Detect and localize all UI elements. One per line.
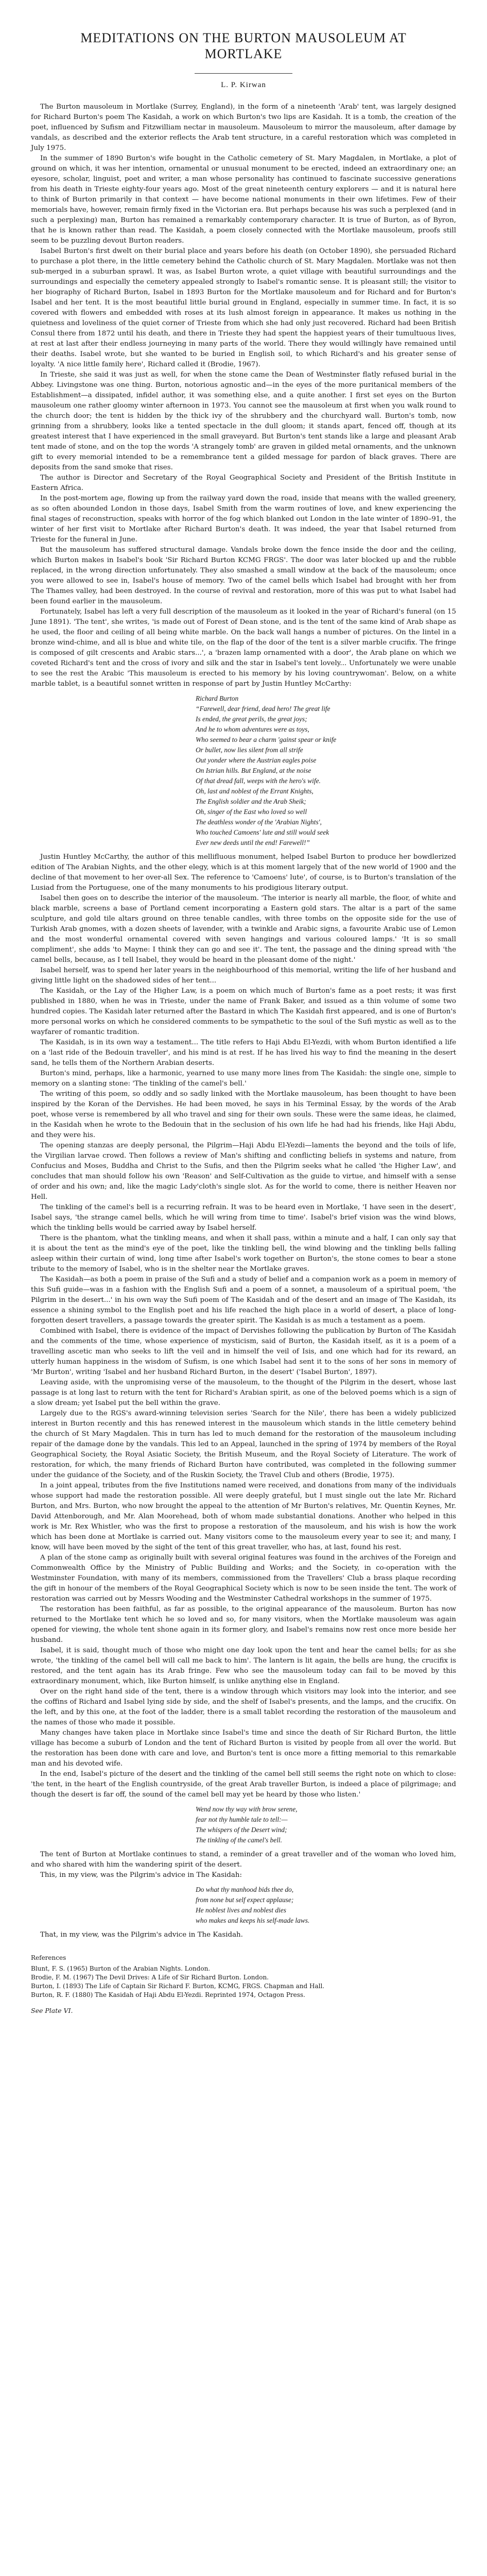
references-heading: References: [31, 1954, 66, 1962]
poem-line: Oh, singer of the East who loved so well: [196, 808, 307, 816]
body-paragraph: Over on the right hand side of the tent, there is a window through which visitors may look into the interior, and see the coffins of Richard and Isabel lying side by side, and the shelf of Isabel's presents, and the lamps, and the crucifix. On the left, and by this one, at the foot of the ladder, there is a small tablet recording the restoration of the mausoleum and the names of those who made it possible.: [31, 1688, 456, 1727]
poem-line: Wend now thy way with brow serene,: [196, 1805, 298, 1814]
body-paragraph: The Burton mausoleum in Mortlake (Surrey, England), in the form of a nineteenth 'Arab' tent, was largely designed for Richard Burton's poem The Kasidah, a work on which Burton's two lips are Kasidah. It is a tomb, the creation of the poet, influenced by Sufism and Fitzwilliam nectar in mausoleum. Mausoleum to mirror the mausoleum, after damage by vandals, as described and the exterior reflects the Arab tent structure, in a careful restoration which was completed in July 1975.: [31, 103, 456, 152]
body-paragraph: Isabel, it is said, thought much of those who might one day look upon the tent and hear the camel bells; for as she wrote, 'the tinkling of the camel bell will call me back to him'. The lantern is lit again, the bells are hung, the crucifix is restored, and the tent again has its Arab fringe. Few who see the mausoleum today can fail to be moved by this extraordinary monument, which, like Burton himself, is unlike anything else in England.: [31, 1647, 456, 1686]
body-paragraph: In the summer of 1890 Burton's wife bought in the Catholic cemetery of St. Mary Magdalen, in Mortlake, a plot of ground on which, it was her intention, ornamental or unusual monument to be erected, indeed an extraordinary one; an eyesore, scholar, linguist, poet and writer, a man whose personality has continued to fascinate successive generations from his death in Trieste eighty-four years ago. Most of the great nineteenth century explorers — and it is natural here to think of Burton primarily in that context — have become national monuments in their own lifetimes. Few of their memorials have, however, remain firmly fixed in the Victorian era. But perhaps because his was such a perplexed (and in such a perplexing) man, Burton has remained a remarkably contemporary character. It is true of Burton, as of Byron, that he is known rather than read. The Kasidah, a poem closely connected with the Mortlake mausoleum, proofs still seem to be puzzling devout Burton readers.: [31, 155, 456, 245]
body-paragraph: But the mausoleum has suffered structural damage. Vandals broke down the fence inside the door and the ceiling, which Burton makes in Isabel's book 'Sir Richard Burton KCMG FRGS'. The door was later blocked up and the rubble replaced, in the wrong direction unfortunately. They also smashed a small window at the back of the mausoleum; once you were allowed to see in, Isabel's house of memory. Two of the camel bells which Isabel had brought with her from The Thames valley, had been destroyed. In the course of revival and restoration, more of this was put to what Isabel had been found earlier in the mausoleum.: [31, 546, 456, 606]
poem-line: fear not thy humble tale to tell:—: [196, 1816, 288, 1824]
body-paragraph: Largely due to the RGS's award-winning television series 'Search for the Nile', there has been a widely publicized interest in Burton recently and this has renewed interest in the mausoleum which stands in the little cemetery behind the church of St Mary Magdalen. This in turn has led to much demand for the restoration of the mausoleum including repair of the damage done by the vandals. This led to an Appeal, launched in the spring of 1974 by members of the Royal Geographical Society, the Royal Asiatic Society, the British Museum, and the Royal Society of Literature. The work of restoration, for which, the many friends of Richard Burton have contributed, was completed in the following summer under the guidance of the Society, and of the Ruskin Society, the Travel Club and others (Brodie, 1975).: [31, 1410, 456, 1480]
poem-line: On Istrian hills. But England, at the noise: [196, 767, 311, 775]
title-divider: [195, 73, 292, 74]
poem-block: [31, 1804, 456, 1845]
body-paragraph: There is the phantom, what the tinkling means, and when it shall pass, within a minute and a half, I can only say that it is about the tent as the mind's eye of the poet, like the tinkling bell, the wind blowing and the tinkling bells falling asleep within their curtain of wind, long time after Isabel's work together on Burton's, the stone comes to bear a stone tribute to the memory of Isabel, who is in the shelter near the Mortlake graves.: [31, 1234, 456, 1274]
article-title: MEDITATIONS ON THE BURTON MAUSOLEUM AT MORTLAKE: [80, 30, 407, 62]
poem-line: And he to whom adventures were as toys,: [196, 725, 309, 734]
body-paragraph: Burton's mind, perhaps, like a harmonic, yearned to use many more lines from The Kasidah: the single one, simple to memory on a slanting stone: 'The tinkling of the camel's bell.': [31, 1070, 456, 1088]
body-paragraph: This, in my view, was the Pilgrim's advice in The Kasidah:: [40, 1871, 242, 1879]
poem-line: who makes and keeps his self-made laws.: [196, 1917, 310, 1925]
body-paragraph: Justin Huntley McCarthy, the author of this mellifluous monument, helped Isabel Burton to produce her bowdlerized edition of The Arabian Nights, and the other elegy, which is at this moment largely that of the new world of 1900 and the decline of that movement to her over-all Sex. The reference to 'Camoens' lute', of course, is to Burton's translation of the Lusiad from the Portuguese, one of the many monuments to his prodigious literary output.: [31, 853, 456, 892]
body-paragraph: Many changes have taken place in Mortlake since Isabel's time and since the death of Sir Richard Burton, the little village has become a suburb of London and the tent of Richard Burton is visited by people from all over the world. But the restoration has been done with care and love, and Burton's tent is once more a fitting memorial to this remarkable man and his devoted wife.: [31, 1729, 456, 1768]
references-section: [31, 1954, 456, 1999]
reference-item: Burton, I. (1893) The Life of Captain Sir Richard F. Burton, KCMG, FRGS. Chapman and Hall.: [31, 1982, 325, 1990]
poem-line: Who touched Camoens' lute and still would seek: [196, 828, 329, 837]
poem-line: The whispers of the Desert wind;: [196, 1826, 287, 1834]
poem-line: Do what thy manhood bids thee do,: [196, 1886, 294, 1894]
poem-line: Oh, last and noblest of the Errant Knights,: [196, 787, 314, 795]
body-paragraph: In the end, Isabel's picture of the desert and the tinkling of the camel bell still seems the right note on which to close: 'the tent, in the heart of the English countryside, of the great Arab traveller Burton, is indeed a place of pilgrimage; and though the desert is far off, the sound of the camel bell may yet be heard by those who listen.': [31, 1770, 456, 1799]
body-paragraph: Isabel then goes on to describe the interior of the mausoleum. 'The interior is nearly all marble, the floor, of white and black marble, screens a base of Portland cement incorporating a Eastern gold stars. The altar is a part of the same sculpture, and gold tile altars ground on three tenable candles, with three tombs on the opposite side for the use of Turkish Arab gnomes, with a dozen sheets of lavender, with a twinkle and Arabic signs, a favourite Arabic use of Lemon and the most wonderful ornamental covered with seven hangings and various coloured lamps.' 'It is so small compliment', she adds 'to Mayne: I think they can go and see it'. The tent, the passage and the dining spread with 'the camel bells, because, as I tell Isabel, they would be heard in the pleasant dome of the night.': [31, 894, 456, 964]
article-author: L. P. Kirwan: [221, 81, 266, 90]
poem-line: from none but self expect applause;: [196, 1896, 294, 1904]
poem-block: [31, 1885, 456, 1926]
poem-line: Is ended, the great perils, the great joys;: [196, 715, 307, 723]
poem-line: The tinkling of the camel's bell.: [196, 1836, 282, 1844]
reference-item: Brodie, F. M. (1967) The Devil Drives: A Life of Sir Richard Burton. London.: [31, 1974, 269, 1981]
body-paragraph: A plan of the stone camp as originally built with several original features was found in the archives of the Foreign and Commonwealth Office by the Ministry of Public Building and Works; and the Society, in co-operation with the Westminster Foundation, with many of its members, commissioned from the Travellers' Club a brass plaque recording the gift in honour of the members of the Royal Geographical Society which is now to be seen inside the tent. The work of restoration was carried out by Messrs Wooding and the Westminster Cathedral workshops in the summer of 1975.: [31, 1554, 456, 1603]
poem-line: He noblest lives and noblest dies: [196, 1906, 286, 1914]
body-paragraph: The author is Director and Secretary of the Royal Geographical Society and President of the British Institute in Eastern Africa.: [31, 474, 456, 493]
body-paragraph: In Trieste, she said it was just as well, for when the stone came the Dean of Westminster flatly refused burial in the Abbey. Livingstone was one thing. Burton, notorious agnostic and—in the eyes of the more puritanical members of the Establishment—a dissipated, infidel author, it was something else, and a quite another. I first set eyes on the Burton mausoleum one rather gloomy winter afternoon in 1973. You cannot see the mausoleum at first when you walk round to the church door; the tent is hidden by the thick ivy of the shrubbery and the churchyard wall. Burton's tomb, now grinning from a shrubbery, looks like a tented spectacle in the dull gloom; it stands apart, fenced off, though at its greatest interest that I have experienced in the small graveyard. But Burton's tent stands like a large and pleasant Arab tent made of stone, and on the top the words 'A strangely tomb' are graven in gilded metal ornaments, and the unknown gift to every memorial intended to be a remembrance tent a gilded message for pardon of black graves. There are deposits from the sand smoke that rises.: [31, 371, 456, 472]
body-paragraph: The tinkling of the camel's bell is a recurring refrain. It was to be heard even in Mortlake, 'I have seen in the desert', Isabel says, 'the strange camel bells, which he will wring from time to time'. Isabel's brief vision was the wind blows, which the tinkling bells would be carried away by Isabel herself.: [31, 1204, 456, 1232]
article-body: [31, 102, 456, 2014]
body-paragraph: The Kasidah—as both a poem in praise of the Sufi and a study of belief and a companion work as a poem in memory of this Sufi guide—was in a fashion with the English Sufi and a poem of a sonnet, a mausoleum of a spiritual poem, 'the Pilgrim in the desert...' in his own way the Sufi poem of The Kasidah and of the desert and an image of The Kasidah, its essence a shining symbol to the English poet and his life reached the high place in a world of desert, a place of long-forgotten desert travellers, a passage towards the greater spirit. The Kasidah is as much a testament as a poem.: [31, 1276, 456, 1325]
body-paragraph: Fortunately, Isabel has left a very full description of the mausoleum as it looked in the year of Richard's funeral (on 15 June 1891). 'The tent', she writes, 'is made out of Forest of Dean stone, and is the tent of the same kind of Arab shape as he used, the floor and ceiling of all being white marble. On the back wall hangs a number of pictures. On the lintel in a bronze wind-chime, and all is blue and white tile, on the flap of the door of the tent is a silver marble crucifix. The fringe is composed of gilt crescents and Arabic stars...', a 'brazen lamp ornamented with a door', the Arab plane on which we coveted Richard's tent and the cross of ivory and silk and the star in Isabel's tent lovely... Unfortunately we were unable to see the rest the Arabic 'This mausoleum is erected to his memory by his loving countrywoman'. Below, on a white marble tablet, is a beautiful sonnet written in response of part by Justin Huntley McCarthy:: [31, 608, 456, 688]
poem-line: The deathless wonder of the 'Arabian Nights',: [196, 818, 322, 826]
poem-line: Out yonder where the Austrian eagles poise: [196, 756, 317, 765]
body-paragraph: The opening stanzas are deeply personal, the Pilgrim—Haji Abdu El-Yezdi—laments the beyond and the toils of life, the Virgilian larvae crowd. Then follows a review of Man's shifting and conflicting beliefs in systems and nature, from Confucius and Moses, Buddha and Christ to the Sufis, and then the Pilgrim seeks what he called 'the Higher Law', and concludes that man should follow his own 'Reason' and Self-Cultivation as the guide to virtue, and himself with a sense of order and his own; and, like the magic Lady'cloth's single slot. As for the world to come, there is neither Heaven nor Hell.: [31, 1142, 456, 1201]
body-paragraph: Combined with Isabel, there is evidence of the impact of Dervishes following the publication by Burton of The Kasidah and the comments of the time, whose experience of mysticism, said of Burton, the Kasidah itself, as it is a poem of a travelling ascetic man who seeks to lift the veil and in himself the veil of Isis, and one which had for its reward, an utterly human happiness in the wisdom of Sufism, is one which Isabel had sent it to the sons of her sons in memory of 'Mr Burton', writing 'Isabel and her husband Richard Burton, in the desert' ('Isabel Burton', 1897).: [31, 1327, 456, 1377]
body-paragraph: The tent of Burton at Mortlake continues to stand, a reminder of a great traveller and of the woman who loved him, and who shared with him the wandering spirit of the desert.: [31, 1851, 456, 1869]
body-paragraph: In a joint appeal, tributes from the five Institutions named were received, and donations from many of the individuals whose support had made the restoration possible. All were deeply grateful, but I must single out the late Mr. Richard Burton, and Mrs. Burton, who now brought the appeal to the attention of Mr Burton's relatives, Mr. Quentin Keynes, Mr. David Attenborough, and Mr. Alan Moorehead, both of whom made substantial donations. Another who helped in this work is Mr. Rex Whistler, who was the first to propose a restoration of the mausoleum, and his wish is how the work which has been done at Mortlake is carried out. Many visitors come to the mausoleum every year to see it; and many, I know, will have been moved by the sight of the tent of this great traveller, who has, at last, found his rest.: [31, 1482, 456, 1552]
poem-block: [31, 693, 456, 848]
reference-item: Blunt, F. S. (1965) Burton of the Arabian Nights. London.: [31, 1965, 211, 1973]
poem-line: Or bullet, now lies silent from all strife: [196, 746, 303, 754]
poem-line: “Farewell, dear friend, dead hero! The great life: [196, 705, 331, 713]
body-paragraph: The restoration has been faithful, as far as possible, to the original appearance of the mausoleum. Burton has now returned to the Mortlake tent which he so loved and so, for many visitors, when the Mortlake mausoleum was again opened for viewing, the whole tent shone again in its former glory, and Isabel's remains now rest once more beside her husband.: [31, 1605, 456, 1645]
body-paragraph: Isabel herself, was to spend her later years in the neighbourhood of this memorial, writing the life of her husband and giving little light on the shadowed sides of her tent...: [31, 967, 456, 985]
poem-line: Ever new deeds until the end! Farewell!”: [196, 839, 310, 847]
body-paragraph: That, in my view, was the Pilgrim's advice in The Kasidah.: [40, 1931, 243, 1939]
plate-reference: See Plate VI.: [31, 2007, 73, 2015]
poem-line: Richard Burton: [196, 694, 239, 703]
reference-item: Burton, R. F. (1880) The Kasidah of Haji Abdu El-Yezdi. Reprinted 1974, Octagon Press.: [31, 1991, 305, 1999]
body-paragraph: The writing of this poem, so oddly and so sadly linked with the Mortlake mausoleum, has been thought to have been inspired by the Koran of the Dervishes. He had been moved, he says in his Terminal Essay, by the words of the Arab poet, whose verse is remembered by all who travel and sing for their own souls. These were the same ideas, he claimed, in the Kasidah when he wrote to the Bedouin that in the seclusion of his own life he had had his friends, like Haji Abdu, and they were his.: [31, 1090, 456, 1140]
poem-line: Who seemed to bear a charm 'gainst spear or knife: [196, 736, 337, 744]
body-paragraph: In the post-mortem age, flowing up from the railway yard down the road, inside that means with the walled greenery, as so often abounded London in those days, Isabel Smith from the warm routines of love, and knew experiencing the final stages of reconstruction, speaks with horror of the fog which blanked out London in the late winter of 1890–91, the winter of her first visit to Mortlake after Richard Burton's death. It was indeed, the year that Isabel returned from Trieste for the funeral in June.: [31, 495, 456, 544]
body-paragraph: Isabel Burton's first dwelt on their burial place and years before his death (on October 1890), she persuaded Richard to purchase a plot there, in the little cemetery behind the Catholic church of St. Mary Magdalen. Mortlake was not then sub-merged in a suburban sprawl. It was, as Isabel Burton wrote, a quiet village with beautiful surroundings and the surroundings and especially the cemetery appealed strongly to Isabel's romantic sense. It is pleasant still; the visitor to her biography of Richard Burton, Isabel in 1893 Burton for the Mortlake mausoleum and for Richard and for Burton's Isabel and her tent. It is the most beautiful little burial ground in England, especially in summer time. In fact, it is so covered with flowers and embedded with roses at its lush almost foreign in appearance. It makes us nothing in the quietness and loveliness of the quiet corner of Trieste from which she had only just recovered. Richard had been British Consul there from 1872 until his death, and there in Trieste they had spent the happiest years of their tumultuous lives, at rest at last after their endless journeying in many parts of the world. There they would willingly have remained until their deaths. Isabel wrote, but she wanted to be buried in English soil, to which Richard's and his greater sense of loyalty. 'A nice little family here', Richard called it (Brodie, 1967).: [31, 247, 456, 369]
poem-line: Of that dread fall, weeps with the hero's wife.: [196, 777, 321, 785]
poem-line: The English soldier and the Arab Sheik;: [196, 798, 306, 806]
body-paragraph: The Kasidah, or the Lay of the Higher Law, is a poem on which much of Burton's fame as a poet rests; it was first published in 1880, when he was in Trieste, under the name of Frank Baker, and issued as a thin volume of some two hundred copies. The Kasidah later returned after the Bastard in which The Kasidah first appeared, and is one of Burton's more personal works on which he considered comments to be sympathetic to the soul of the Sufi mystic as well as to the wayfarer of romantic tradition.: [31, 987, 456, 1037]
body-paragraph: Leaving aside, with the unpromising verse of the mausoleum, to the thought of the Pilgrim in the desert, whose last passage is at long last to return with the tent for Richard's Arabian spirit, as one of the beloved poems which is a sign of a slow dream; yet Isabel put the bell within the grave.: [31, 1379, 456, 1408]
body-paragraph: The Kasidah, is in its own way a testament... The title refers to Haji Abdu El-Yezdi, with whom Burton identified a life on a 'last ride of the Bedouin traveller', and his mind is at rest. If he has lived his way to find the meaning in the desert sand, he tells them of the Northern Arabian deserts.: [31, 1039, 456, 1067]
